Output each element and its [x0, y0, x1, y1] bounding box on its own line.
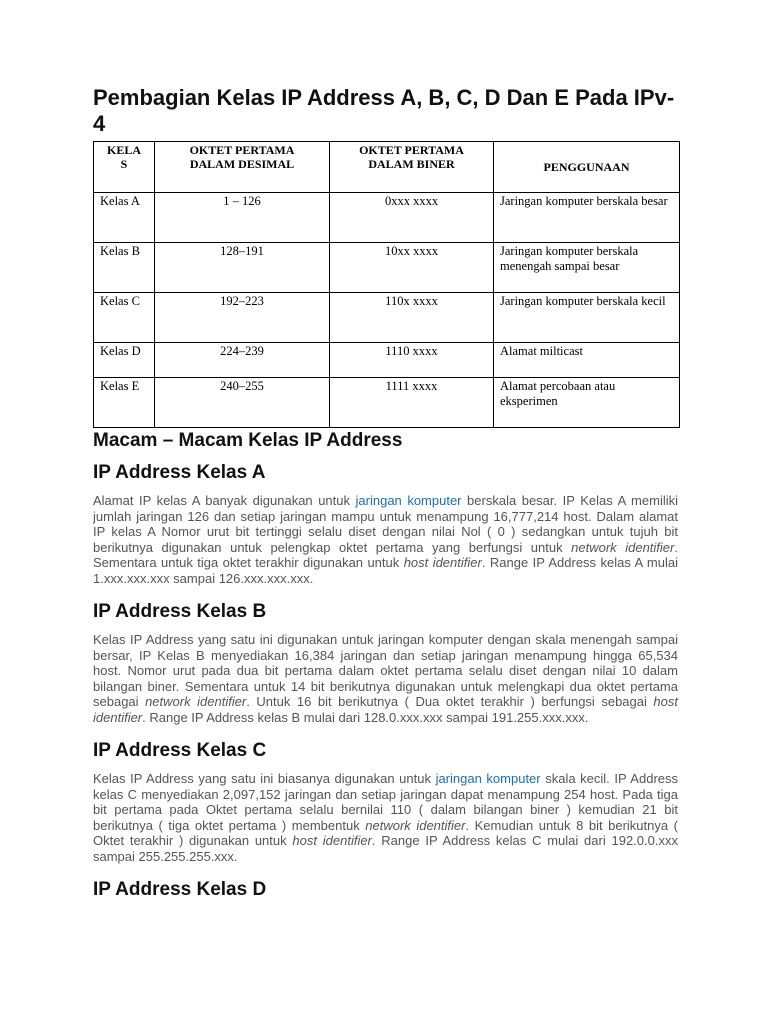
cell-kelas: Kelas A	[94, 193, 155, 243]
cell-penggunaan: Jaringan komputer berskala menengah sampai besar	[494, 243, 680, 293]
ip-class-table	[93, 141, 680, 428]
heading-kelas-d: IP Address Kelas D	[93, 879, 267, 900]
cell-desimal: 1 – 126	[155, 193, 330, 243]
paragraph-kelas-c: Kelas IP Address yang satu ini biasanya digunakan untuk jaringan komputer skala kecil. IP Address kelas C menyediakan 2,097,152 jaringan dan setiap jaringan dapat menampung 254 host. Pada tiga bit pertama pada Oktet pertama selalu bernilai 110 ( dalam bilangan biner ) kemudian 21 bit berikutnya ( tiga oktet pertama ) membentuk network identifier. Kemudian untuk 8 bit berikutnya ( Oktet terakhir ) digunakan untuk host identifier. Range IP Address kelas C mulai dari 192.0.0.xxx sampai 255.255.255.xxx.	[93, 771, 678, 864]
table-row	[94, 343, 680, 378]
cell-penggunaan: Jaringan komputer berskala kecil	[494, 293, 680, 343]
header-kelas: KELA S	[94, 142, 155, 193]
page-title: Pembagian Kelas IP Address A, B, C, D Dan E Pada IPv-4	[93, 85, 675, 136]
header-oktet-desimal: OKTET PERTAMA DALAM DESIMAL	[155, 142, 330, 193]
table-row	[94, 293, 680, 343]
cell-kelas: Kelas C	[94, 293, 155, 343]
table-row	[94, 378, 680, 428]
heading-kelas-b: IP Address Kelas B	[93, 601, 267, 622]
header-penggunaan: PENGGUNAAN	[494, 142, 680, 193]
cell-desimal: 224–239	[155, 343, 330, 378]
table-row	[94, 193, 680, 243]
header-oktet-biner: OKTET PERTAMA DALAM BINER	[330, 142, 494, 193]
heading-kelas-a: IP Address Kelas A	[93, 462, 266, 483]
cell-biner: 110x xxxx	[330, 293, 494, 343]
paragraph-kelas-a: Alamat IP kelas A banyak digunakan untuk jaringan komputer berskala besar. IP Kelas A memiliki jumlah jaringan 126 dan setiap jaringan mampu untuk menampung 16,777,214 host. Dalam alamat IP kelas A Nomor urut bit tertinggi selalu diset dengan nilai Nol ( 0 ) sedangkan untuk tujuh bit berikutnya digunakan untuk pelengkap oktet pertama yang berfungsi untuk network identifier. Sementara untuk tiga oktet terakhir digunakan untuk host identifier. Range IP Address kelas A mulai 1.xxx.xxx.xxx sampai 126.xxx.xxx.xxx.	[93, 493, 678, 586]
heading-kelas-c: IP Address Kelas C	[93, 740, 267, 761]
cell-desimal: 240–255	[155, 378, 330, 428]
section-heading: Macam – Macam Kelas IP Address	[93, 430, 403, 451]
cell-biner: 10xx xxxx	[330, 243, 494, 293]
cell-kelas: Kelas E	[94, 378, 155, 428]
link-jaringan-komputer[interactable]: jaringan komputer	[435, 771, 541, 786]
paragraph-kelas-b: Kelas IP Address yang satu ini digunakan untuk jaringan komputer dengan skala menengah sampai bersar, IP Kelas B menyediakan 16,384 jaringan dan setiap jaringan menampung hingga 65,534 host. Nomor urut pada dua bit pertama dalam oktet pertama selalu diset dengan nilai 10 dalam bilangan biner. Sementara untuk 14 bit berikutnya digunakan untuk melengkapi dua oktet pertama sebagai network identifier. Untuk 16 bit berikutnya ( Dua oktet terakhir ) berfungsi sebagai host identifier. Range IP Address kelas B mulai dari 128.0.xxx.xxx sampai 191.255.xxx.xxx.	[93, 632, 678, 725]
cell-desimal: 192–223	[155, 293, 330, 343]
cell-biner: 1110 xxxx	[330, 343, 494, 378]
cell-desimal: 128–191	[155, 243, 330, 293]
cell-biner: 1111 xxxx	[330, 378, 494, 428]
cell-penggunaan: Alamat milticast	[494, 343, 680, 378]
link-jaringan-komputer[interactable]: jaringan komputer	[355, 493, 462, 508]
table-row	[94, 243, 680, 293]
cell-penggunaan: Jaringan komputer berskala besar	[494, 193, 680, 243]
table-header-row	[94, 142, 680, 193]
cell-biner: 0xxx xxxx	[330, 193, 494, 243]
cell-penggunaan: Alamat percobaan atau eksperimen	[494, 378, 680, 428]
cell-kelas: Kelas D	[94, 343, 155, 378]
cell-kelas: Kelas B	[94, 243, 155, 293]
